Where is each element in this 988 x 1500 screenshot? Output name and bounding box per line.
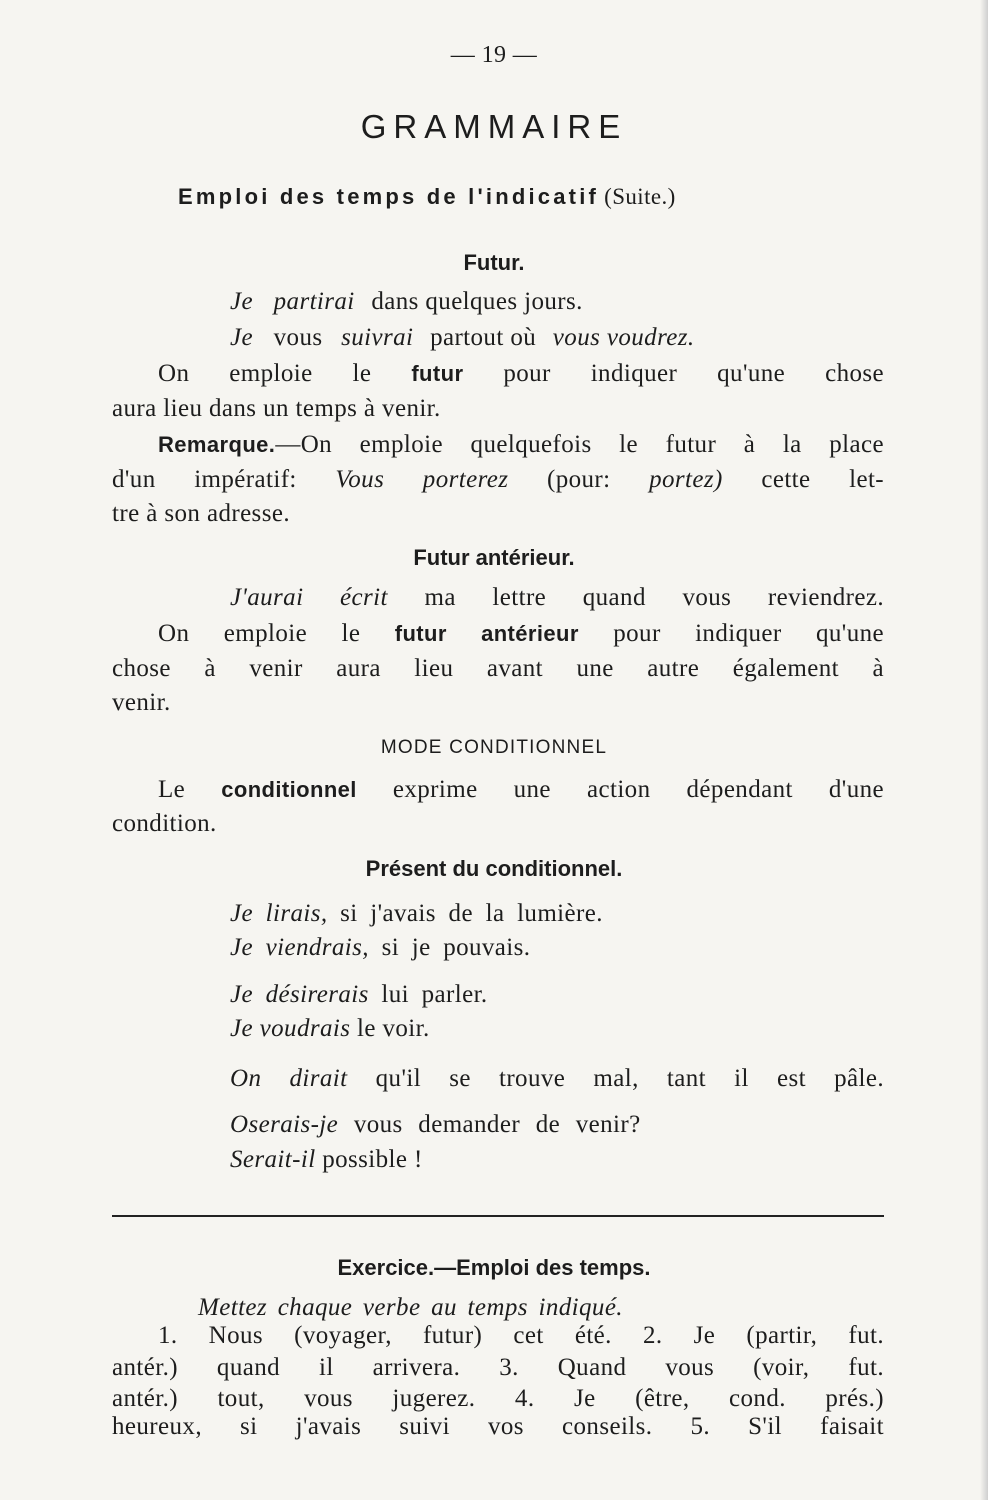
remark-label: Remarque.: [158, 432, 276, 457]
rule-term: conditionnel: [221, 777, 357, 802]
example-conditionnel-5: [230, 1065, 884, 1093]
ex-rest: dans quelques jours.: [371, 288, 583, 315]
remark-line3: tre à son adresse.: [112, 500, 290, 527]
example-conditionnel-2: [230, 934, 530, 962]
ex-rest: le voir.: [357, 1015, 430, 1042]
rule-futur-line2: aura lieu dans un temps à venir.: [112, 395, 441, 422]
ex-italic: Je lirais,: [230, 900, 328, 927]
ex-italic: Serait-il: [230, 1146, 316, 1173]
ex-rest: possible !: [322, 1146, 423, 1173]
example-conditionnel-4: [230, 1015, 430, 1043]
ex-italic: Je désirerais: [230, 981, 369, 1008]
rule-conditionnel-line2: condition.: [112, 810, 217, 837]
ex-rest: si je pouvais.: [381, 934, 531, 961]
heading-present-conditionnel: Présent du conditionnel.: [365, 856, 623, 881]
rule-term: futur antérieur: [394, 621, 579, 646]
rule-term: futur: [411, 361, 464, 386]
remark-start: d'un impératif:: [112, 466, 297, 493]
rule-end: exprime une action dépendant d'une: [392, 776, 885, 803]
heading-exercice: Exercice.—Emploi des temps.: [337, 1255, 651, 1280]
ex-verb: écrit: [340, 584, 388, 611]
remark-end: cette let-: [761, 466, 885, 493]
example-futur-anterieur: [230, 584, 884, 612]
subtitle-bold: Emploi des temps de l'indicatif: [178, 184, 600, 209]
heading-mode-conditionnel: MODE CONDITIONNEL: [380, 737, 608, 758]
ex-pronoun: Je: [230, 324, 253, 351]
example-conditionnel-7: [230, 1146, 423, 1174]
ex-rest: lui parler.: [381, 981, 488, 1008]
ex-pronoun: J'aurai: [230, 584, 304, 611]
rule-start: Le: [158, 776, 186, 803]
ex-rest: ma lettre quand vous reviendrez.: [424, 584, 885, 611]
ex-rest: vous demander de venir?: [353, 1111, 641, 1138]
rule-end: pour indiquer qu'une chose: [503, 360, 885, 387]
example-conditionnel-1: [230, 900, 603, 928]
remark-line1: [158, 431, 884, 459]
example-futur-2: [230, 324, 695, 352]
ex-italic: On dirait: [230, 1065, 348, 1092]
ex-rest: qu'il se trouve mal, tant il est pâle.: [375, 1065, 884, 1092]
rule-end: pour indiquer qu'une: [613, 620, 884, 647]
page-title: GRAMMAIRE: [360, 108, 628, 145]
rule-futur-line1: [158, 360, 884, 388]
example-conditionnel-6: [230, 1111, 641, 1139]
remark-line2: [112, 466, 884, 494]
rule-futur-anterieur-line2: chose à venir aura lieu avant une autre également à: [112, 655, 884, 682]
ex-italic: Oserais-je: [230, 1111, 339, 1138]
remark-text: —On emploie quelquefois le futur à la place: [275, 431, 884, 458]
ex-italic: Je voudrais: [230, 1015, 351, 1042]
ex-tail: vous voudrez.: [552, 324, 695, 351]
section-subtitle: [178, 184, 676, 210]
example-futur-1: [230, 288, 583, 316]
ex-rest: partout où: [430, 324, 537, 351]
rule-futur-anterieur-line3: venir.: [112, 689, 171, 716]
ex-italic: Je viendrais,: [230, 934, 369, 961]
heading-futur: Futur.: [463, 250, 525, 275]
exercice-line2: antér.) quand il arrivera. 3. Quand vous (voir, fut.: [112, 1354, 884, 1381]
ex-rest: si j'avais de la lumière.: [340, 900, 603, 927]
exercice-line1: 1. Nous (voyager, futur) cet été. 2. Je (partir, fut.: [158, 1322, 884, 1349]
page-number: — 19 —: [450, 42, 538, 68]
remark-italic: Vous porterez: [335, 466, 509, 493]
ex-pronoun: Je: [230, 288, 253, 315]
exercice-line3: antér.) tout, vous jugerez. 4. Je (être, cond. prés.): [112, 1385, 884, 1412]
subtitle-suffix: (Suite.): [604, 184, 676, 209]
rule-conditionnel-line1: [158, 776, 884, 804]
example-conditionnel-3: [230, 981, 488, 1009]
heading-futur-anterieur: Futur antérieur.: [413, 545, 575, 570]
exercice-instruction: Mettez chaque verbe au temps indiqué.: [198, 1294, 623, 1321]
rule-futur-anterieur-line1: [158, 620, 884, 648]
remark-italic-2: portez): [649, 466, 723, 493]
exercice-line4: heureux, si j'avais suivi vos conseils. 5. S'il faisait: [112, 1413, 884, 1440]
rule-start: On emploie le: [158, 620, 361, 647]
ex-mid: vous: [273, 324, 323, 351]
ex-verb: partirai: [273, 288, 355, 315]
ex-verb: suivrai: [341, 324, 414, 351]
remark-mid: (pour:: [547, 466, 611, 493]
section-divider: [112, 1215, 884, 1217]
rule-start: On emploie le: [158, 360, 372, 387]
